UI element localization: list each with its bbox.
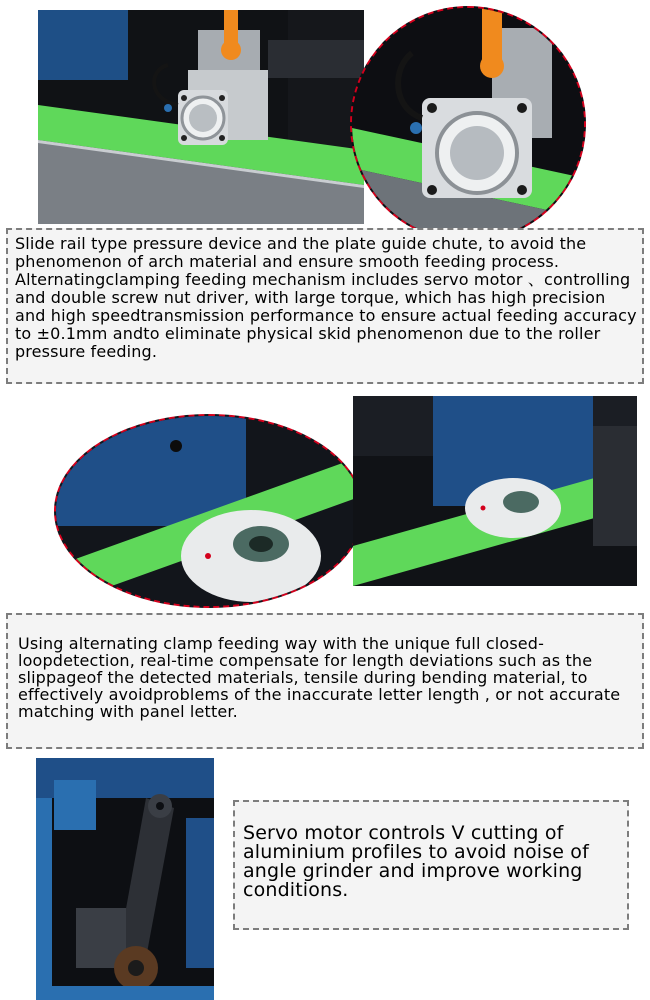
v-cutting-description: Servo motor controls V cutting of aluminium profiles to avoid noise of angle grinder and improve working conditions. xyxy=(243,822,589,901)
closed-loop-detection-description: Using alternating clamp feeding way with the unique full closed-loopdetection, real-time compensate for length deviations such as the slippageof the detected materials, tensile during bending material, to effectively avoidproblems of the inaccurate letter length , or not accurate matching with panel letter. xyxy=(18,634,621,721)
closed-loop-detection-description-box xyxy=(6,613,644,749)
clamp-cylinder-photo xyxy=(38,10,364,224)
pressure-roller-zoom-photo xyxy=(54,414,364,608)
clamp-cylinder-zoom-photo xyxy=(350,6,586,242)
v-cutting-description-box xyxy=(233,800,629,930)
pressure-roller-photo xyxy=(353,396,637,586)
feeding-mechanism-description-box xyxy=(6,228,644,384)
feeding-mechanism-description: Slide rail type pressure device and the plate guide chute, to avoid the phenomenon of arch material and ensure smooth feeding process. Alternatingclamping feeding mechanism includes servo motor 、controlling and double screw nut driver, with large torque, which has high precision and high speedtransmission performance to ensure actual feeding accuracy to ±0.1mm andto eliminate physical skid phenomenon due to the roller pressure feeding. xyxy=(15,234,637,361)
v-cutting-servo-photo xyxy=(36,758,214,1000)
